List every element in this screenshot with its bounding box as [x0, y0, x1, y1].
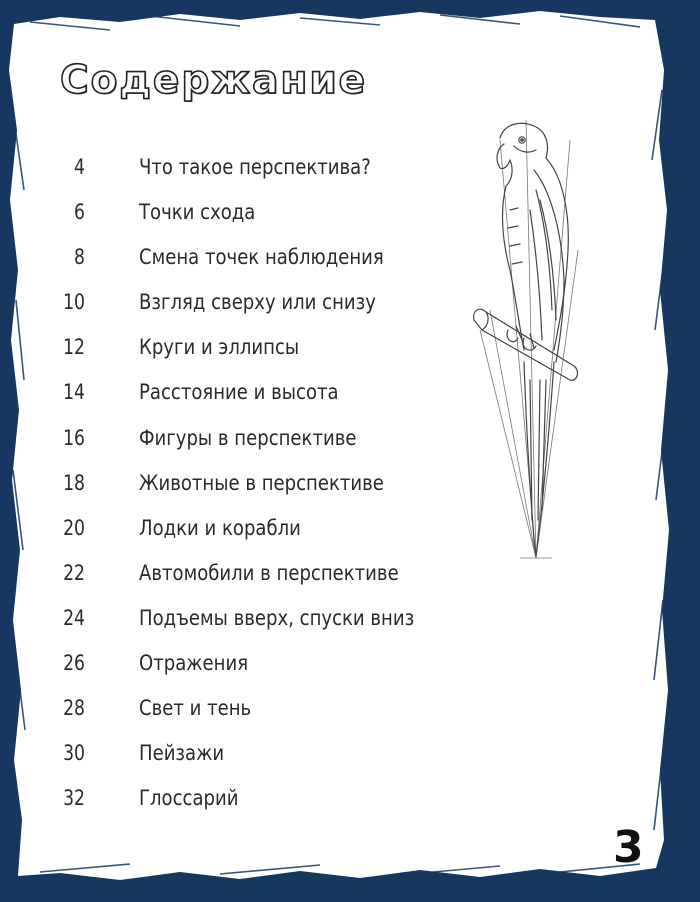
toc-page-number: 26 [63, 651, 85, 676]
toc-title: Круги и эллипсы [139, 335, 300, 360]
toc-title: Автомобили в перспективе [139, 560, 399, 585]
toc-title: Точки схода [139, 200, 256, 225]
toc-page-number: 8 [74, 245, 85, 270]
toc-title: Что такое перспектива? [139, 155, 371, 179]
toc-title: Пейзажи [139, 741, 225, 766]
toc-page-number: 20 [63, 515, 85, 540]
toc-title: Фигуры в перспективе [139, 425, 357, 450]
toc-page-number: 18 [63, 470, 85, 495]
toc-title: Животные в перспективе [139, 470, 384, 495]
toc-page-number: 14 [63, 380, 85, 405]
toc-page-number: 16 [63, 425, 85, 450]
toc-title: Свет и тень [139, 696, 252, 721]
toc-page-number: 24 [63, 605, 85, 630]
toc-title: Подъемы вверх, спуски вниз [139, 605, 415, 630]
toc-title: Лодки и корабли [139, 515, 301, 540]
page-title: Содержание [60, 58, 368, 103]
toc-title: Отражения [139, 651, 249, 676]
toc-page-number: 10 [63, 290, 85, 315]
toc-page-number: 4 [74, 155, 85, 179]
toc-title: Глоссарий [139, 786, 239, 811]
parrot-sketch-icon [470, 100, 590, 570]
toc-title: Расстояние и высота [139, 380, 339, 405]
toc-page-number: 12 [63, 335, 85, 360]
toc-page-number: 28 [63, 696, 85, 721]
page-number: 3 [613, 822, 644, 873]
toc-page-number: 32 [63, 786, 85, 811]
toc-title: Смена точек наблюдения [139, 245, 384, 270]
toc-page-number: 30 [63, 741, 85, 766]
toc-page-number: 6 [74, 200, 85, 225]
toc-title: Взгляд сверху или снизу [139, 290, 376, 315]
toc-page-number: 22 [63, 560, 85, 585]
